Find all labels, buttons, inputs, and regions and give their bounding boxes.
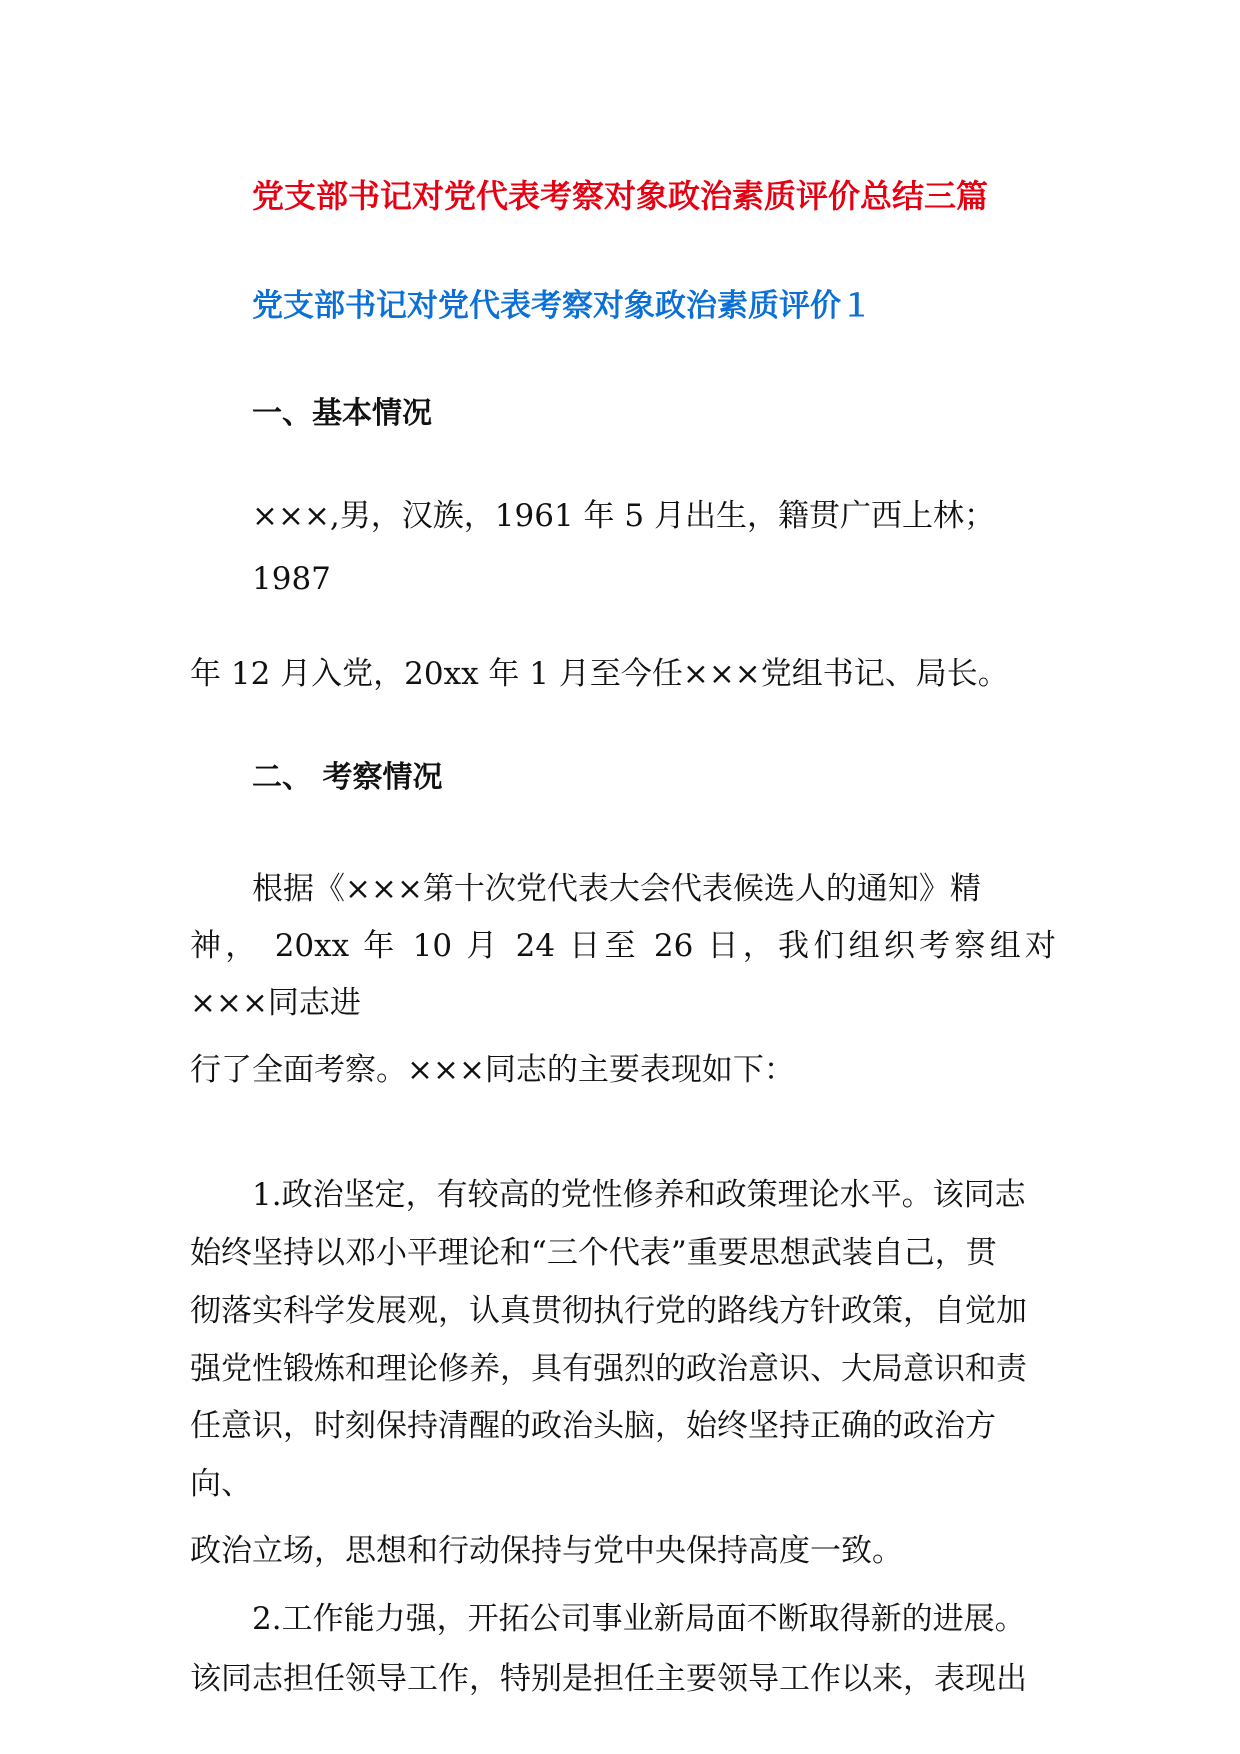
paragraph-line: ×××,男，汉族，1961 年 5 月出生，籍贯广西上林； [252,498,995,534]
paragraph-line: 根据《×××第十次党代表大会代表候选人的通知》精 [252,871,981,907]
paragraph-line: 神， 20xx 年 10 月 24 日至 26 日，我们组织考察组对 [190,928,1056,964]
document-title: 党支部书记对党代表考察对象政治素质评价总结三篇 [251,177,988,215]
list-item-line: 彻落实科学发展观，认真贯彻执行党的路线方针政策，自觉加 [190,1293,1027,1329]
list-item-line: 强党性锻炼和理论修养，具有强烈的政治意识、大局意识和责 [190,1351,1027,1387]
list-item-line: 2.工作能力强，开拓公司事业新局面不断取得新的进展。 [252,1601,1026,1637]
paragraph-line: 行了全面考察。×××同志的主要表现如下： [190,1052,795,1088]
section-heading-investigation: 二、 考察情况 [252,760,443,795]
document-subtitle: 党支部书记对党代表考察对象政治素质评价１ [252,288,872,324]
paragraph-line: 年 12 月入党，20xx 年 1 月至今任×××党组书记、局长。 [190,656,1009,692]
list-item-line: 向、 [190,1466,252,1502]
list-item-line: 1.政治坚定，有较高的党性修养和政策理论水平。该同志 [252,1177,1026,1213]
list-item-line: 政治立场，思想和行动保持与党中央保持高度一致。 [190,1533,903,1569]
section-heading-basic-info: 一、基本情况 [252,396,432,431]
list-item-line: 该同志担任领导工作，特别是担任主要领导工作以来，表现出 [190,1661,1027,1697]
list-item-line: 始终坚持以邓小平理论和“三个代表”重要思想武装自己，贯 [190,1235,997,1271]
list-item-line: 任意识，时刻保持清醒的政治头脑，始终坚持正确的政治方 [190,1408,996,1444]
paragraph-line: 1987 [252,561,331,597]
paragraph-line: ×××同志进 [190,985,361,1021]
